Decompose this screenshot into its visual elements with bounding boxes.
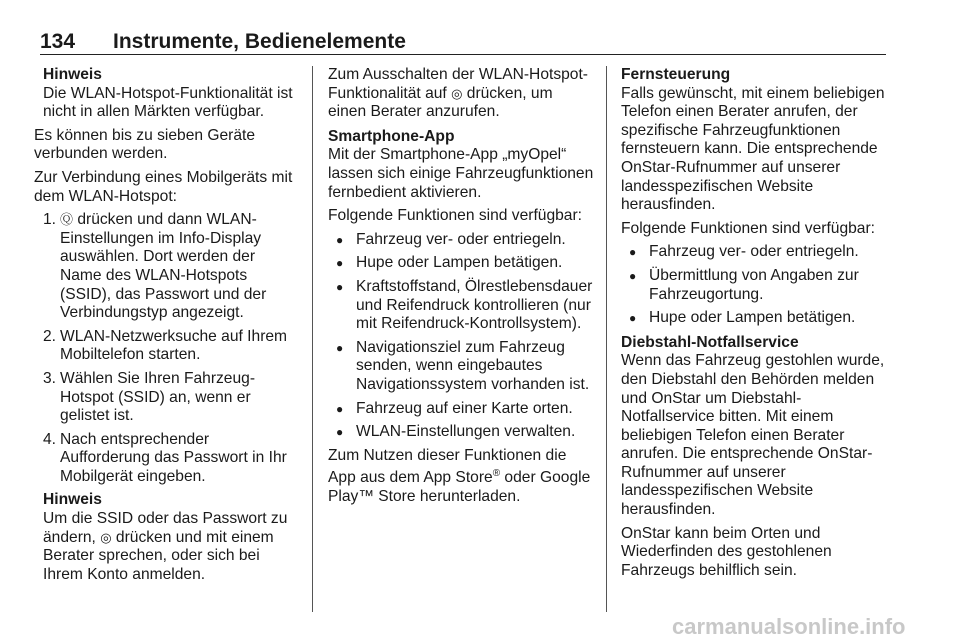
step-text: drücken und dann WLAN-Einstellungen im Info-Display auswählen. Dort werden der Name des WLAN-Hotspots (SSID), das Passwort und der Verbindungstyp angezeigt. [60,211,267,322]
list-item: ● Fahrzeug ver- oder entriegeln. [328,231,594,250]
functions-list [328,231,594,442]
step-number: 3. [43,369,57,387]
list-intro: Folgende Funktionen sind verfügbar: [328,207,582,225]
step-number: 4. [43,430,57,448]
watermark: carmanualsonline.info [672,614,906,639]
list-item [34,431,300,487]
page-number: 134 [40,30,76,53]
text-part: drücken, um einen Berater anzurufen. [328,84,553,121]
paragraph-connect-intro: Zur Verbindung eines Mobilgeräts mit dem WLAN-Hotspot: [34,168,293,205]
section-text: Wenn das Fahrzeug gestohlen wurde, den Diebstahl den Behörden melden und OnStar um Diebstahl-Notfallservice bitten. Mit einem beliebigen Telefon einen Berater anrufen. Die entsprechende OnStar-Rufnummer auf unserer landesspezifischen Website herausfinden. [621,352,885,519]
list-item [34,370,300,426]
section-heading: Diebstahl-Notfallservice [621,333,799,351]
step-text: WLAN-Netzwerksuche auf Ihrem Mobiltelefon starten. [60,327,288,364]
list-item: ● Hupe oder Lampen betätigen. [328,254,594,273]
paragraph-disable-hotspot [328,66,594,122]
text-part: Zum Nutzen dieser Funktionen die App aus dem App Store [328,446,567,487]
section-text: Mit der Smartphone-App „myOpel“ lassen sich einige Fahrzeugfunktionen fernbedient aktivieren. [328,146,594,201]
section-remote-control [621,66,887,215]
step-text: Nach entsprechender Aufforderung das Passwort in Ihr Mobilgerät eingeben. [60,430,287,485]
paragraph-app-download [328,447,594,507]
page-header [40,28,886,55]
registered-mark: ® [492,468,501,480]
list-item: ● Hupe oder Lampen betätigen. [621,309,887,328]
list-intro: Folgende Funktionen sind verfügbar: [621,219,875,237]
text-part: oder Google Play™ Store herunterladen. [328,469,591,506]
list-item: ● Übermittlung von Angaben zur Fahrzeugortung. [621,267,887,304]
steps-list [34,211,300,486]
step-number: 1. [43,211,57,229]
onstar-button-icon: ◎ [451,85,463,101]
functions-list [621,243,887,327]
list-item [34,211,300,323]
note-text-part: Um die SSID oder das Passwort zu ändern, [43,510,288,546]
paragraph-device-count: Es können bis zu sieben Geräte verbunden werden. [34,126,256,163]
column-3 [621,66,887,585]
page-title: Instrumente, Bedienelemente [113,30,406,53]
section-smartphone-app [328,128,594,202]
list-item: ● Fahrzeug ver- oder entriegeln. [621,243,887,262]
note-heading: Hinweis [43,66,102,83]
paragraph-recovery: OnStar kann beim Orten und Wiederfinden des gestohlenen Fahrzeugs behilflich sein. [621,524,832,579]
list-item [34,328,300,365]
onstar-wifi-icon: Ⓠ [60,212,74,228]
note-text [43,510,300,584]
column-2 [328,66,594,512]
note-change-ssid [34,491,300,584]
step-text: Wählen Sie Ihren Fahrzeug-Hotspot (SSID) an, wenn er gelistet ist. [60,369,256,425]
list-item: ● Navigationsziel zum Fahrzeug senden, wenn eingebautes Navigationssystem vorhanden ist. [328,339,594,395]
note-wlan-availability [34,66,300,122]
list-item: ● Fahrzeug auf einer Karte orten. [328,400,594,419]
section-heading: Smartphone-App [328,127,455,145]
note-text: Die WLAN-Hotspot-Funktionalität ist nicht in allen Märkten verfügbar. [43,84,293,121]
section-heading: Fernsteuerung [621,66,731,83]
section-theft-service [621,334,887,520]
note-text-part: drücken und mit einem Berater sprechen, oder sich bei Ihrem Konto anmelden. [43,528,274,583]
onstar-button-icon: ◎ [100,529,112,545]
section-text: Falls gewünscht, mit einem beliebigen Telefon einen Berater anrufen, der spezifische Fahrzeugfunktionen fernsteuern kann. Die entsprechende OnStar-Rufnummer auf unserer landesspezifischen Website herausfinden. [621,84,885,214]
text-part: Zum Ausschalten der WLAN-Hotspot-Funktionalität auf [328,66,588,102]
column-1 [34,66,300,589]
column-separator-2 [606,66,607,612]
column-separator-1 [312,66,313,612]
step-number: 2. [43,327,57,345]
list-item: ● WLAN-Einstellungen verwalten. [328,423,594,442]
note-heading: Hinweis [43,491,102,509]
list-item: ● Kraftstoffstand, Ölrestlebensdauer und Reifendruck kontrollieren (nur mit Reifendruck-Kontrollsystem). [328,278,594,334]
